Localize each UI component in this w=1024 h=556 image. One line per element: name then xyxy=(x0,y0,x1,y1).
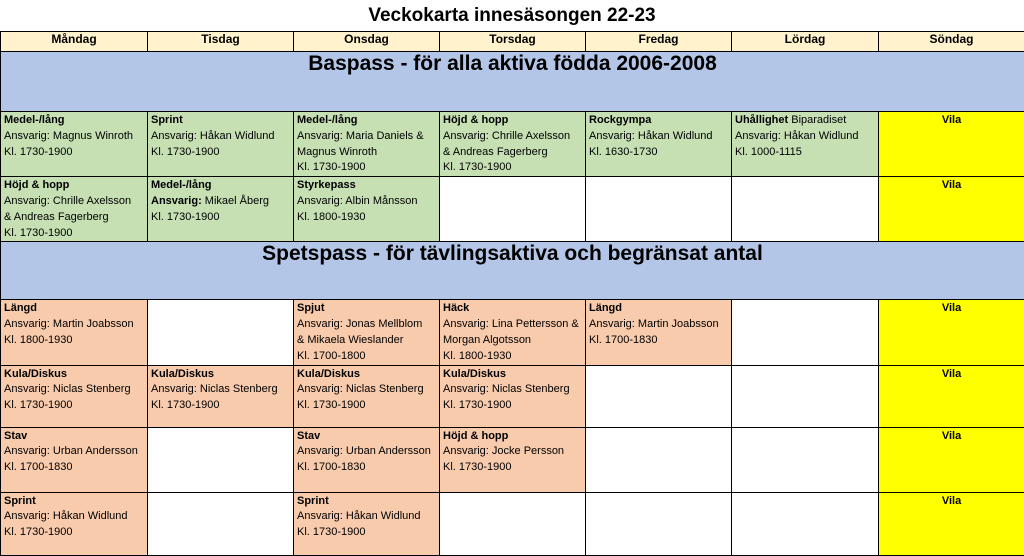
session-activity: Längd xyxy=(4,302,37,315)
empty-cell xyxy=(586,177,732,242)
session-activity: Spjut xyxy=(297,302,325,315)
session-cell-tuesday xyxy=(148,177,294,242)
session-cell-monday xyxy=(1,177,148,242)
session-detail: Kl. 1730-1900 xyxy=(297,526,366,539)
empty-cell xyxy=(732,365,879,427)
session-detail: Ansvarig: Urban Andersson xyxy=(297,445,431,458)
day-header-thursday: Torsdag xyxy=(440,32,586,52)
empty-cell xyxy=(732,492,879,555)
empty-cell xyxy=(586,492,732,555)
weekly-schedule-table xyxy=(0,31,1024,556)
empty-cell xyxy=(148,492,294,555)
session-detail: Kl. 1730-1900 xyxy=(151,145,220,158)
session-activity: Höjd & hopp xyxy=(443,429,509,442)
session-detail: Ansvarig: Albin Månsson xyxy=(297,194,418,207)
session-cell-monday xyxy=(1,112,148,177)
session-detail: Ansvarig: Niclas Stenberg xyxy=(443,383,570,396)
session-row xyxy=(1,365,1024,427)
rest-label: Vila xyxy=(941,302,962,315)
session-cell-friday xyxy=(586,300,732,365)
session-cell-thursday xyxy=(440,365,586,427)
empty-cell xyxy=(586,365,732,427)
session-detail: Kl. 1700-1800 xyxy=(297,349,366,362)
session-detail: Kl. 1730-1900 xyxy=(443,461,512,474)
session-detail: Kl. 1730-1900 xyxy=(4,526,73,539)
session-detail: Kl. 1800-1930 xyxy=(443,349,512,362)
session-detail: Kl. 1000-1115 xyxy=(735,145,802,158)
session-cell-tuesday xyxy=(148,112,294,177)
rest-day-cell xyxy=(879,427,1024,492)
session-detail: Ansvarig: Jocke Persson xyxy=(443,445,565,458)
rest-label: Vila xyxy=(941,429,962,442)
session-row xyxy=(1,427,1024,492)
session-detail: Ansvarig: Martin Joabsson xyxy=(589,318,719,331)
session-activity: Höjd & hopp xyxy=(443,114,509,126)
session-activity: Rockgympa xyxy=(589,114,652,126)
session-activity: Medel-/lång xyxy=(4,114,65,126)
session-cell-wednesday xyxy=(294,427,440,492)
empty-cell xyxy=(148,300,294,365)
empty-cell xyxy=(732,300,879,365)
session-detail: Ansvarig: Håkan Widlund xyxy=(297,510,421,523)
session-cell-monday xyxy=(1,427,148,492)
session-cell-wednesday xyxy=(294,365,440,427)
session-row xyxy=(1,177,1024,242)
rest-day-cell xyxy=(879,365,1024,427)
rest-label: Vila xyxy=(941,114,962,126)
schedule-body xyxy=(1,32,1024,556)
empty-cell xyxy=(586,427,732,492)
rest-label: Vila xyxy=(941,179,962,192)
session-detail: Ansvarig: Chrille Axelsson xyxy=(443,129,571,142)
session-detail: Ansvarig: Magnus Winroth xyxy=(4,129,133,142)
session-detail: Kl. 1800-1930 xyxy=(4,333,73,346)
session-detail: & Andreas Fagerberg xyxy=(4,210,109,223)
session-detail: Kl. 1730-1900 xyxy=(443,161,512,174)
session-detail: Kl. 1730-1900 xyxy=(297,161,366,174)
session-activity: Längd xyxy=(589,302,622,315)
session-detail: Kl. 1730-1900 xyxy=(297,399,366,412)
session-activity: Kula/Diskus xyxy=(4,367,67,380)
session-activity: Kula/Diskus xyxy=(443,367,506,380)
session-activity: Häck xyxy=(443,302,470,315)
session-cell-wednesday xyxy=(294,492,440,555)
rest-day-cell xyxy=(879,177,1024,242)
session-activity: Kula/Diskus xyxy=(151,367,214,380)
session-activity: Uhållighet Biparadiset xyxy=(735,114,847,126)
session-activity: Kula/Diskus xyxy=(297,367,360,380)
session-activity: Stav xyxy=(297,429,321,442)
empty-cell xyxy=(440,177,586,242)
day-header-tuesday: Tisdag xyxy=(148,32,294,52)
empty-cell xyxy=(148,427,294,492)
session-detail: Ansvarig: Håkan Widlund xyxy=(589,129,713,142)
session-detail: Magnus Winroth xyxy=(297,145,378,158)
session-detail: Ansvarig: Lina Pettersson & xyxy=(443,318,579,331)
sheet-title: Veckokarta innesäsongen 22-23 xyxy=(0,0,1024,31)
session-detail: Kl. 1800-1930 xyxy=(297,210,366,223)
session-detail: Ansvarig: Jonas Mellblom xyxy=(297,318,423,331)
day-header-row xyxy=(1,32,1024,52)
session-cell-monday xyxy=(1,365,148,427)
session-detail: & Andreas Fagerberg xyxy=(443,145,548,158)
day-header-monday: Måndag xyxy=(1,32,148,52)
session-detail: Ansvarig: Mikael Åberg xyxy=(151,194,270,207)
session-detail: Ansvarig: Chrille Axelsson xyxy=(4,194,132,207)
session-detail: Ansvarig: Håkan Widlund xyxy=(151,129,275,142)
session-detail: Kl. 1730-1900 xyxy=(151,210,220,223)
session-activity: Sprint xyxy=(297,494,329,507)
session-cell-wednesday xyxy=(294,177,440,242)
day-header-wednesday: Onsdag xyxy=(294,32,440,52)
session-detail: Kl. 1730-1900 xyxy=(443,399,512,412)
session-row xyxy=(1,300,1024,365)
session-activity: Sprint xyxy=(151,114,183,126)
session-detail: Ansvarig: Niclas Stenberg xyxy=(297,383,424,396)
session-activity: Stav xyxy=(4,429,28,442)
session-row xyxy=(1,492,1024,555)
session-detail: Ansvarig: Martin Joabsson xyxy=(4,318,134,331)
session-detail: Ansvarig: Håkan Widlund xyxy=(4,510,128,523)
rest-label: Vila xyxy=(941,494,962,507)
session-activity: Medel-/lång xyxy=(297,114,358,126)
session-detail: Ansvarig: Håkan Widlund xyxy=(735,129,859,142)
session-location: Biparadiset xyxy=(788,114,847,126)
session-cell-tuesday xyxy=(148,365,294,427)
section-heading: Spetspass - för tävlingsaktiva och begränsat antal xyxy=(1,242,1024,300)
session-detail: Ansvarig: Urban Andersson xyxy=(4,445,138,458)
day-header-saturday: Lördag xyxy=(732,32,879,52)
session-cell-monday xyxy=(1,492,148,555)
rest-day-cell xyxy=(879,492,1024,555)
session-activity: Styrkepass xyxy=(297,179,356,192)
rest-day-cell xyxy=(879,112,1024,177)
session-detail: Kl. 1700-1830 xyxy=(297,461,366,474)
session-row xyxy=(1,112,1024,177)
empty-cell xyxy=(732,427,879,492)
session-cell-thursday xyxy=(440,300,586,365)
session-cell-thursday xyxy=(440,427,586,492)
session-detail: Kl. 1730-1900 xyxy=(4,399,73,412)
session-detail: Kl. 1700-1830 xyxy=(589,333,658,346)
session-cell-monday xyxy=(1,300,148,365)
session-detail: Ansvarig: Maria Daniels & xyxy=(297,129,424,142)
session-detail: Kl. 1700-1830 xyxy=(4,461,73,474)
session-detail: Kl. 1630-1730 xyxy=(589,145,658,158)
session-detail: Kl. 1730-1900 xyxy=(4,226,73,239)
session-cell-thursday xyxy=(440,112,586,177)
section-band xyxy=(1,52,1024,112)
session-detail: Morgan Algotsson xyxy=(443,333,532,346)
session-detail: Kl. 1730-1900 xyxy=(151,399,220,412)
day-header-sunday: Söndag xyxy=(879,32,1024,52)
session-cell-saturday xyxy=(732,112,879,177)
day-header-friday: Fredag xyxy=(586,32,732,52)
session-activity: Höjd & hopp xyxy=(4,179,70,192)
session-activity: Medel-/lång xyxy=(151,179,212,192)
session-detail: Ansvarig: Niclas Stenberg xyxy=(151,383,278,396)
session-detail: Ansvarig: Niclas Stenberg xyxy=(4,383,131,396)
session-cell-wednesday xyxy=(294,112,440,177)
rest-label: Vila xyxy=(941,367,962,380)
session-detail: Kl. 1730-1900 xyxy=(4,145,73,158)
session-detail: & Mikaela Wieslander xyxy=(297,333,404,346)
section-heading: Baspass - för alla aktiva födda 2006-2008 xyxy=(1,52,1024,112)
session-cell-friday xyxy=(586,112,732,177)
session-activity: Sprint xyxy=(4,494,36,507)
empty-cell xyxy=(440,492,586,555)
rest-day-cell xyxy=(879,300,1024,365)
session-cell-wednesday xyxy=(294,300,440,365)
section-band xyxy=(1,242,1024,300)
empty-cell xyxy=(732,177,879,242)
